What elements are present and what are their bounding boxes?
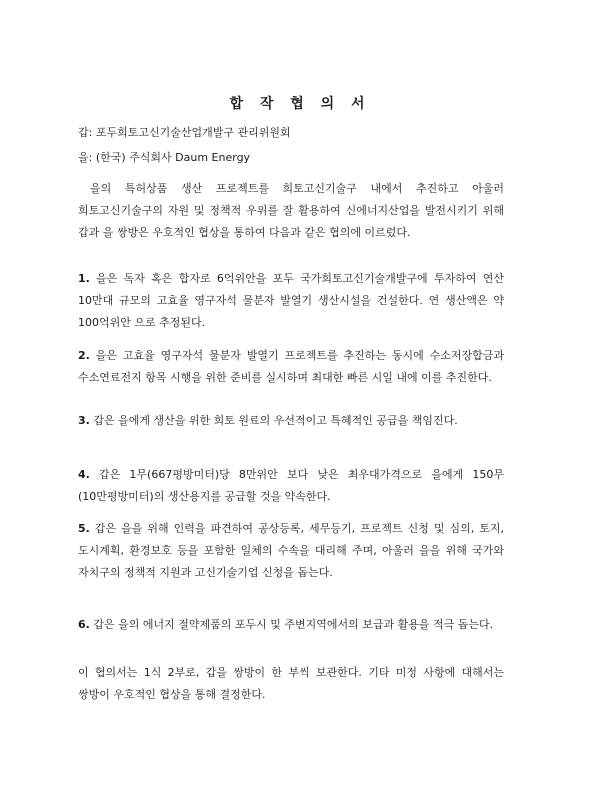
intro-paragraph: 을의 특허상품 생산 프로젝트를 희토고신기술구 내에서 추진하고 아울러 희토고신기술구의 자원 및 정책적 우위를 잘 활용하여 신에너지산업을 발전시키기 위해 갑과 을 쌍방은 우호적인 협상을 통하여 다음과 같은 협의에 이르렀다.: [78, 182, 504, 239]
clause-number: 3.: [78, 414, 90, 427]
document-title: 합 작 협 의 서: [229, 96, 371, 112]
clause-5: [78, 518, 504, 584]
clause-number: 6.: [78, 618, 90, 631]
clause-text: 갑은 1무(667평방미터)당 8만위안 보다 낮은 최우대가격으로 을에게 150무(10만평방미터)의 생산용지를 공급할 것을 약속한다.: [78, 468, 504, 503]
closing-paragraph: 이 협의서는 1식 2부로, 갑을 쌍방이 한 부씩 보관한다. 기타 미정 사항에 대해서는 쌍방이 우호적인 협상을 통해 결정한다.: [78, 666, 504, 701]
clause-2: [78, 345, 504, 389]
clause-4: [78, 464, 504, 508]
clause-text: 갑은 을을 위해 인력을 파견하여 공상등록, 세무등기, 프로젝트 신청 및 심의, 토지, 도시계획, 환경보호 등을 포함한 일체의 수속을 대리해 주며, 아울러 을을 위해 국가와 자치구의 정책적 지원과 고신기술기업 신청을 돕는다.: [78, 522, 504, 579]
clause-3: [78, 410, 504, 432]
clause-number: 4.: [78, 468, 90, 481]
clause-number: 1.: [78, 272, 90, 285]
clause-6: [78, 614, 504, 636]
clause-number: 5.: [78, 522, 90, 535]
clause-text: 을은 고효율 영구자석 물분자 발열기 프로젝트를 추진하는 동시에 수소저장합금과 수소연료전지 항목 시행을 위한 준비를 실시하며 최대한 빠른 시일 내에 이를 추진한다.: [78, 349, 504, 384]
clause-text: 갑은 을의 에너지 절약제품의 포두시 및 주변지역에서의 보급과 활용을 적극 돕는다.: [93, 618, 494, 631]
clause-text: 을은 독자 혹은 합자로 6억위안을 포두 국가희토고신기술개발구에 투자하여 연산 10만대 규모의 고효율 영구자석 물분자 발열기 생산시설을 건설한다. 연 생산액은 약 100억위안 으로 추정된다.: [78, 272, 504, 329]
party-a-line: 갑: 포두희토고신기술산업개발구 관리위원회: [78, 126, 291, 139]
party-b-line: 을: (한국) 주식회사 Daum Energy: [78, 151, 251, 164]
clause-text: 갑은 을에게 생산을 위한 희토 원료의 우선적이고 특혜적인 공급을 책임진다.: [93, 414, 458, 427]
clause-number: 2.: [78, 349, 90, 362]
clause-1: [78, 268, 504, 334]
